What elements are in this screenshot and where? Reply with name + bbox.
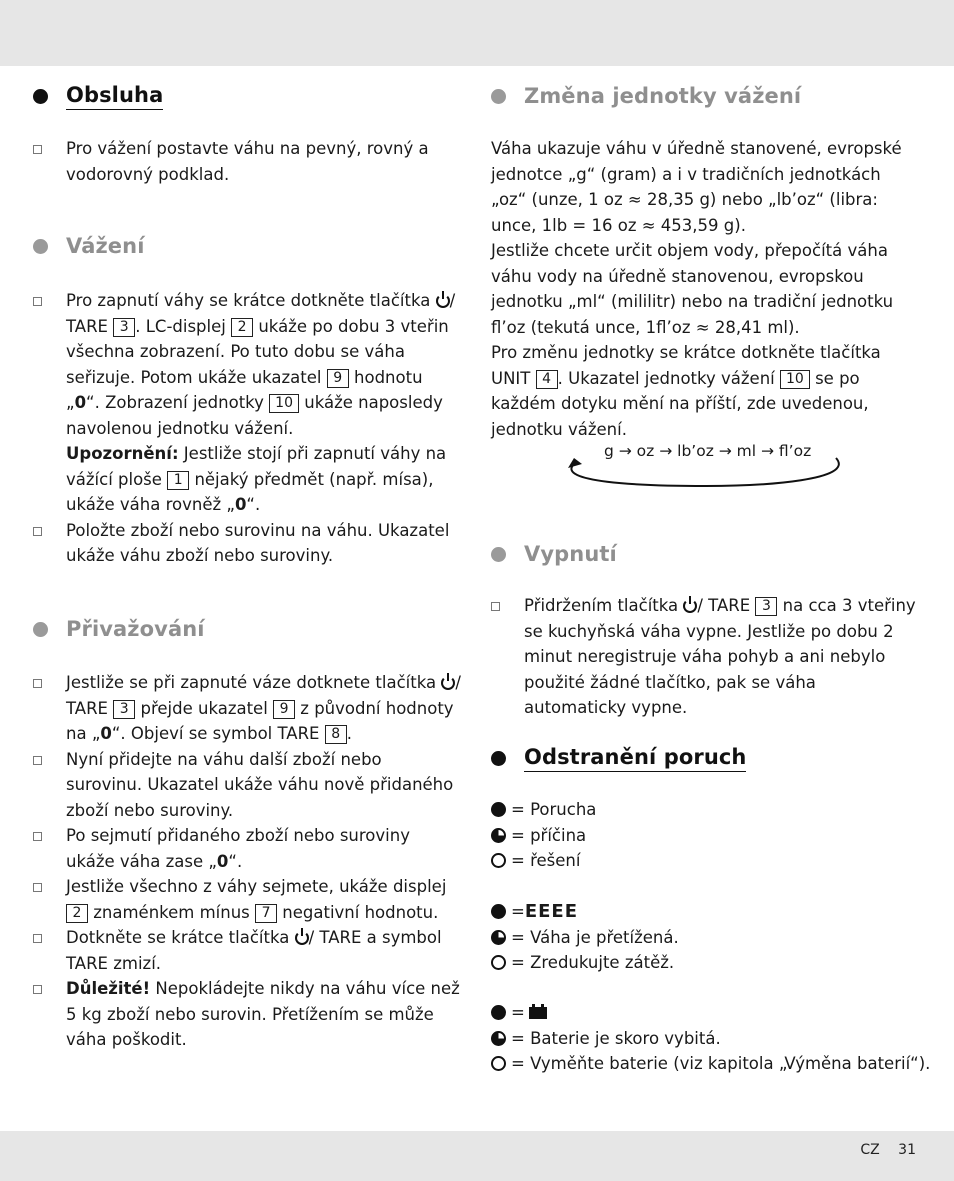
battery-icon (529, 1007, 547, 1019)
bullet-dot-icon (33, 239, 48, 254)
filled-circle-icon (491, 1005, 506, 1020)
checkbox-bullet-icon (33, 934, 42, 943)
privazovani-text: Jestliže se při zapnuté váze dotknete tlačítka / TARE 3 přejde ukazatel 9 z původní hodnoty na „0“. Objeví se symbol TARE 8 . Nyní přidejte na váhu další zboží nebo surovinu. Ukazatel ukáže váhu nově přidaného zboží nebo suroviny. Po sejmutí přidaného zboží nebo suroviny ukáže váha zase „0“. Jestliže všechno z váhy sejmete, ukáže displej 2 znaménkem mínus 7 negativní hodnotu. Dotkněte se krátce tlačítka / TARE a symbol TARE zmizí. Důležité! Nepokládejte nikdy na váhu více než 5 kg zboží nebo surovin. Přetížením se může váha poškodit. (33, 670, 461, 1053)
checkbox-bullet-icon (33, 145, 42, 154)
bullet-dot-icon (491, 751, 506, 766)
heading-vazeni: Vážení (33, 234, 145, 258)
heading-zmena: Změna jednotky vážení (491, 84, 801, 108)
heading-privazovani: Přivažování (33, 617, 205, 641)
power-icon (441, 676, 455, 690)
zmena-text: Váha ukazuje váhu v úředně stanovené, evropské jednotce „g“ (gram) a i v tradičních jednotkách „oz“ (unze, 1 oz ≈ 28,35 g) nebo „lb’oz“ (libra: unce, 1lb = 16 oz ≈ 453,59 g). Jestliže chcete určit objem vody, přepočítá váha váhu vody na úředně stanovenou, evropskou jednotku „ml“ (mililitr) nebo na tradiční jednotku fl’oz (tekutá unce, 1fl’oz ≈ 28,41 ml). Pro změnu jednotky se krátce dotkněte tlačítka UNIT 4 . Ukazatel jednotky vážení 10 se po každém dotyku mění na příští, zde uvedenou, jednotku vážení. (491, 139, 902, 439)
bullet-dot-icon (33, 89, 48, 104)
empty-circle-icon (491, 955, 506, 970)
language-code: CZ (860, 1142, 880, 1158)
half-circle-icon (491, 930, 506, 945)
vypnuti-text: Přidržením tlačítka / TARE 3 na cca 3 vteřiny se kuchyňská váha vypne. Jestliže po dobu 2 minut neregistruje váha pohyb a ani nebylo použité žádné tlačítko, pak se váha automaticky vypne. (491, 593, 919, 721)
page-number: 31 (898, 1142, 916, 1158)
half-circle-icon (491, 828, 506, 843)
empty-circle-icon (491, 1056, 506, 1071)
vazeni-text: Pro zapnutí váhy se krátce dotkněte tlačítka / TARE 3 . LC-displej 2 ukáže po dobu 3 vteřin všechna zobrazení. Po tuto dobu se váha seřizuje. Potom ukáže ukazatel 9 hodnotu „0“. Zobrazení jednotky 10 ukáže naposledy navolenou jednotku vážení. Upozornění: Jestliže stojí při zapnutí váhy na vážící ploše 1 nějaký předmět (např. mísa), ukáže váha rovněž „0“. Položte zboží nebo surovinu na váhu. Ukazatel ukáže váhu zboží nebo suroviny. (33, 288, 458, 569)
checkbox-bullet-icon (33, 297, 42, 306)
power-icon (683, 599, 697, 613)
obsluha-text: Pro vážení postavte váhu na pevný, rovný a vodorovný podklad. (33, 136, 453, 187)
filled-circle-icon (491, 904, 506, 919)
heading-vypnuti: Vypnutí (491, 542, 617, 566)
bullet-dot-icon (33, 622, 48, 637)
checkbox-bullet-icon (33, 883, 42, 892)
half-circle-icon (491, 1031, 506, 1046)
page-footer (846, 1142, 916, 1158)
legend-block: = Porucha = příčina = řešení (491, 797, 596, 874)
checkbox-bullet-icon (33, 679, 42, 688)
bottom-bar (0, 1131, 954, 1181)
power-icon (295, 931, 309, 945)
error-battery-block: = = Baterie je skoro vybitá. = Vyměňte baterie (viz kapitola „Výměna baterií“). (491, 1000, 930, 1077)
bullet-dot-icon (491, 89, 506, 104)
empty-circle-icon (491, 853, 506, 868)
checkbox-bullet-icon (491, 602, 500, 611)
checkbox-bullet-icon (33, 527, 42, 536)
power-icon (436, 294, 450, 308)
checkbox-bullet-icon (33, 985, 42, 994)
cycle-arrow-icon (566, 440, 850, 488)
eeee-symbol: EEEE (524, 901, 579, 922)
heading-obsluha: Obsluha (33, 83, 163, 110)
checkbox-bullet-icon (33, 756, 42, 765)
bullet-dot-icon (491, 547, 506, 562)
filled-circle-icon (491, 802, 506, 817)
error-eeee-block: = EEEE = Váha je přetížená. = Zredukujte zátěž. (491, 899, 679, 976)
heading-poruchy: Odstranění poruch (491, 745, 746, 772)
checkbox-bullet-icon (33, 832, 42, 841)
top-bar (0, 0, 954, 66)
unit-cycle-diagram (566, 440, 850, 488)
unit-sequence: g → oz → lb’oz → ml → fl’oz (604, 442, 812, 460)
